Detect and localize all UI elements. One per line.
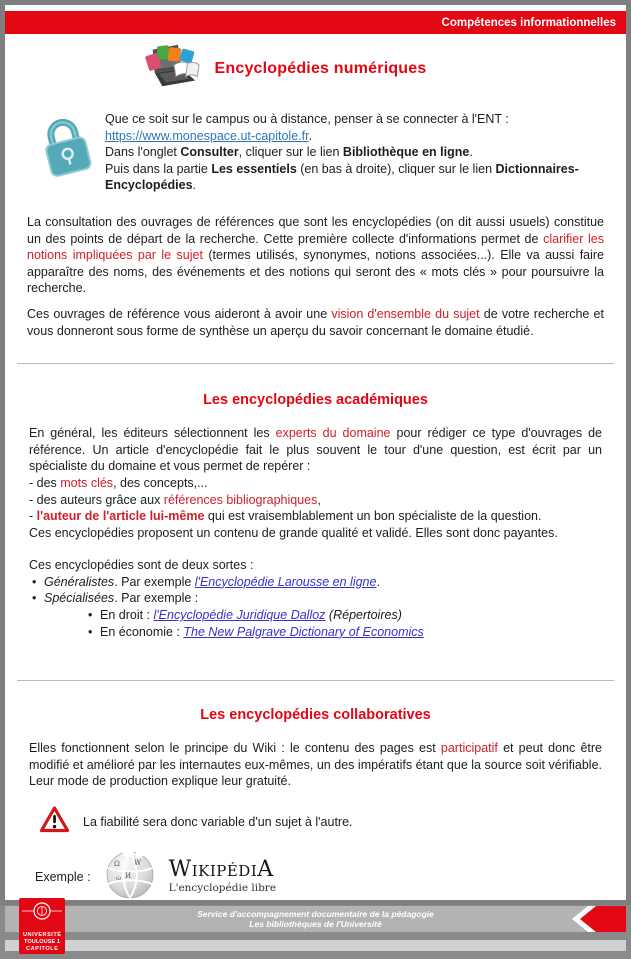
university-logo xyxy=(19,898,65,959)
list-item-generalistes: • Généralistes. Par exemple l'Encyclopédie Larousse en ligne. xyxy=(29,574,602,591)
left-arrow-ribbon-icon xyxy=(556,906,626,932)
svg-text:UNIVERSITÉ: UNIVERSITÉ xyxy=(23,932,61,939)
list-item-droit: • En droit : l'Encyclopédie Juridique Dalloz (Répertoires) xyxy=(85,607,602,624)
academic-section-title: Les encyclopédies académiques xyxy=(203,392,428,409)
warning-note xyxy=(39,805,626,839)
academic-point: - des auteurs grâce aux références bibliographiques, xyxy=(29,492,321,507)
section-divider xyxy=(17,680,614,681)
banner-label: Compétences informationnelles xyxy=(441,16,616,29)
svg-text:ω: ω xyxy=(115,875,121,883)
footer-bar xyxy=(5,906,626,953)
page-bottom-strip xyxy=(5,940,626,951)
example-row xyxy=(35,847,626,906)
page-title: Encyclopédies numériques xyxy=(214,59,427,77)
wikipedia-tagline: L'encyclopédie libre xyxy=(168,882,277,895)
intro-paragraph-2: Ces ouvrages de référence vous aideront à avoir une vision d'ensemble du sujet de votre recherche et vous donneront sous forme de synthèse un aperçu du savoir concernant le domaine étudié. xyxy=(27,306,604,338)
ent-line: Dans l'onglet Consulter, cliquer sur le lien Bibliothèque en ligne. xyxy=(105,145,473,160)
list-item-economie: • En économie : The New Palgrave Dictionary of Economics xyxy=(85,624,602,641)
warning-text: La fiabilité sera donc variable d'un sujet à l'autre. xyxy=(83,815,353,830)
sortes-intro: Ces encyclopédies sont de deux sortes : xyxy=(29,558,254,573)
academic-point: - l'auteur de l'article lui-même qui est vraisemblablement un bon spécialiste de la question. xyxy=(29,509,542,524)
collaborative-section-body xyxy=(29,740,602,790)
svg-text:TOULOUSE 1: TOULOUSE 1 xyxy=(24,939,60,946)
collaborative-section-title: Les encyclopédies collaboratives xyxy=(200,707,431,724)
laptop-books-icon xyxy=(145,42,203,95)
collaborative-paragraph: Elles fonctionnent selon le principe du Wiki : le contenu des pages est participatif et peut donc être modifié et amélioré par les internautes eux-mêmes, un des impératifs étant que la source soit vérifiable. Leur mode de production explique leur gratuité. xyxy=(29,741,602,789)
intro-paragraph-1: La consultation des ouvrages de références que sont les encyclopédies (on dit aussi usuels) constitue un des points de départ de la recherche. Cette première collecte d'informations permet de clarifier les notions impliquées par le sujet (termes utilisés, synonymes, notions associées...). Elle va aussi faire apparaître des noms, des événements et des notions qui seront des « mots clés » pour poursuivre la recherche. xyxy=(27,214,605,296)
ent-line: https://www.monespace.ut-capitole.fr. xyxy=(105,128,313,143)
inline-link[interactable]: The New Palgrave Dictionary of Economics xyxy=(183,624,424,639)
top-banner xyxy=(5,11,626,34)
title-row xyxy=(0,42,596,95)
svg-text:CAPITOLE: CAPITOLE xyxy=(26,946,58,953)
wikipedia-wordmark: WikipédiA xyxy=(168,857,274,883)
footer-line-2: Les bibliothèques de l'Université xyxy=(249,919,382,930)
inline-link[interactable]: https://www.monespace.ut-capitole.fr xyxy=(105,128,309,143)
svg-text:И: И xyxy=(124,872,131,881)
academic-paragraph: En général, les éditeurs sélectionnent les experts du domaine pour rédiger ce type d'ouvrages de référence. Un article d'encyclopédie fait le plus souvent le tour d'une question, est écrit par un spécialiste du domaine et vous permet de repérer : xyxy=(29,426,602,474)
ent-instructions xyxy=(105,111,600,194)
spacer xyxy=(29,541,602,557)
ent-line: Puis dans la partie Les essentiels (en bas à droite), cliquer sur le lien Dictionnaires-Encyclopédies. xyxy=(105,161,579,193)
wikipedia-globe-icon xyxy=(104,847,156,906)
academic-point: Ces encyclopédies proposent un contenu de grande qualité et validé. Elles sont donc payantes. xyxy=(29,525,558,540)
wikipedia-wordmark-block xyxy=(169,859,276,894)
inline-link[interactable]: l'Encyclopédie Larousse en ligne xyxy=(194,574,377,589)
inline-link[interactable]: l'Encyclopédie Juridique Dalloz xyxy=(153,608,326,623)
list-item-specialisees: • Spécialisées. Par exemple : xyxy=(29,590,602,607)
warning-triangle-icon xyxy=(39,805,70,839)
ent-access-block xyxy=(37,111,600,194)
example-label: Exemple : xyxy=(35,869,91,884)
footer-line-1: Service d'accompagnement documentaire de la pédagogie xyxy=(197,908,434,919)
ent-line: Que ce soit sur le campus ou à distance, penser à se connecter à l'ENT : xyxy=(105,112,509,126)
lock-icon xyxy=(37,111,95,182)
academic-section-body xyxy=(29,425,602,640)
academic-point: - des mots clés, des concepts,... xyxy=(29,475,208,490)
svg-text:W: W xyxy=(133,859,141,868)
section-divider xyxy=(17,363,614,364)
svg-text:Ω: Ω xyxy=(113,860,120,869)
